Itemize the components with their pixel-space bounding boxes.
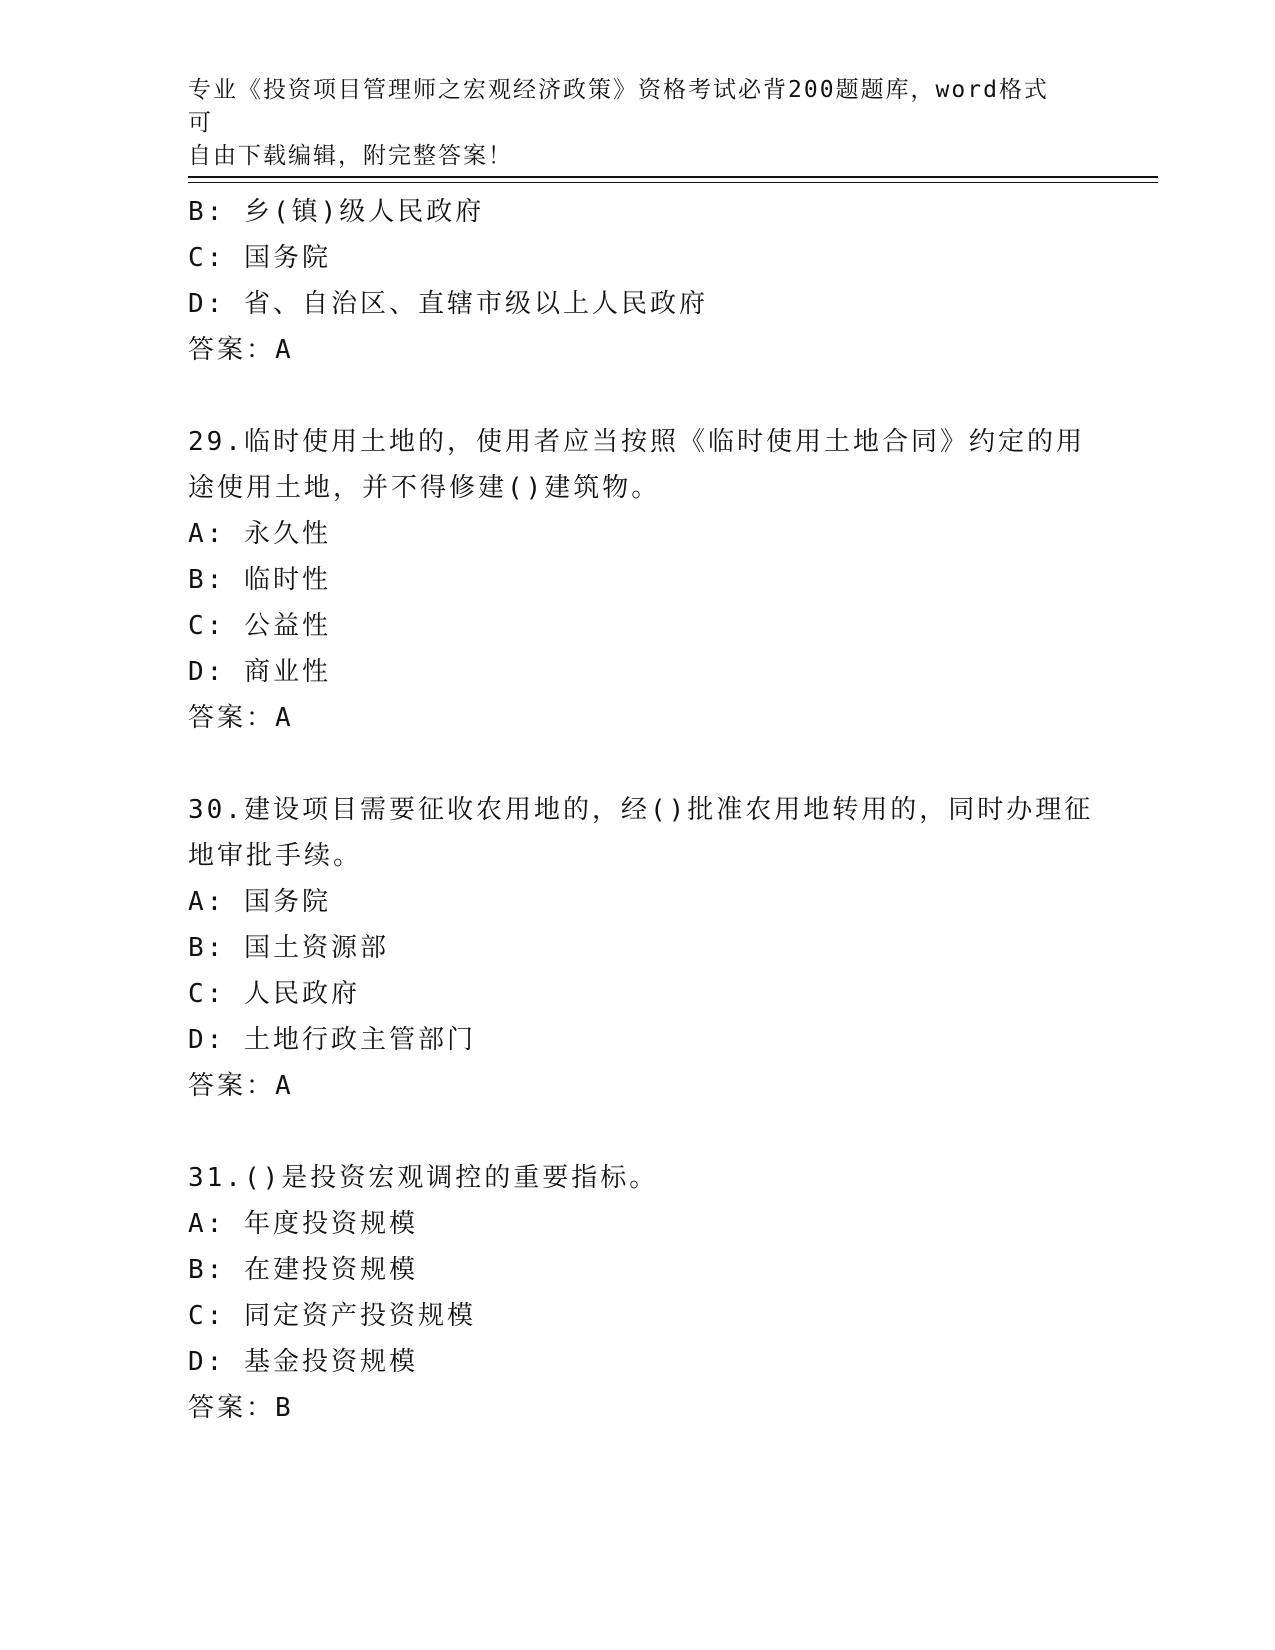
answer: 答案：B <box>188 1393 294 1423</box>
option-c: C: 公益性 <box>188 611 331 641</box>
question-stem-line-2: 地审批手续。 <box>188 841 363 871</box>
option-c: C: 人民政府 <box>188 979 360 1009</box>
option-a: A: 年度投资规模 <box>188 1209 418 1239</box>
option-b: B: 在建投资规模 <box>188 1255 418 1285</box>
option-d: D: 土地行政主管部门 <box>188 1025 476 1055</box>
answer: 答案：A <box>188 1071 294 1101</box>
document-header <box>188 74 1068 173</box>
question-31 <box>188 1155 1088 1431</box>
question-gap <box>188 373 1088 419</box>
header-rule-thick <box>188 176 1158 178</box>
option-b: B: 国土资源部 <box>188 933 389 963</box>
option-d: D: 商业性 <box>188 657 331 687</box>
question-gap <box>188 1109 1088 1155</box>
question-stem-line-2: 途使用土地，并不得修建()建筑物。 <box>188 473 661 503</box>
header-line-1: 专业《投资项目管理师之宏观经济政策》资格考试必背200题题库，word格式可 <box>188 77 1049 136</box>
option-b: B: 乡(镇)级人民政府 <box>188 197 485 227</box>
option-a: A: 国务院 <box>188 887 331 917</box>
option-d: D: 基金投资规模 <box>188 1347 418 1377</box>
header-rule-thin <box>188 182 1158 183</box>
option-c: C: 国务院 <box>188 243 331 273</box>
question-stem-line-1: 29.临时使用土地的，使用者应当按照《临时使用土地合同》约定的用 <box>188 427 1085 457</box>
question-29 <box>188 419 1088 741</box>
question-28-tail <box>188 189 1088 373</box>
header-line-2: 自由下载编辑，附完整答案！ <box>188 143 513 169</box>
option-b: B: 临时性 <box>188 565 331 595</box>
question-gap <box>188 741 1088 787</box>
option-c: C: 同定资产投资规模 <box>188 1301 476 1331</box>
option-d: D: 省、自治区、直辖市级以上人民政府 <box>188 289 708 319</box>
question-stem-line-1: 30.建设项目需要征收农用地的，经()批准农用地转用的，同时办理征 <box>188 795 1094 825</box>
answer: 答案：A <box>188 703 294 733</box>
question-content <box>188 189 1094 1431</box>
question-stem-line-1: 31.()是投资宏观调控的重要指标。 <box>188 1163 659 1193</box>
question-30 <box>188 787 1094 1109</box>
option-a: A: 永久性 <box>188 519 331 549</box>
answer: 答案：A <box>188 335 294 365</box>
